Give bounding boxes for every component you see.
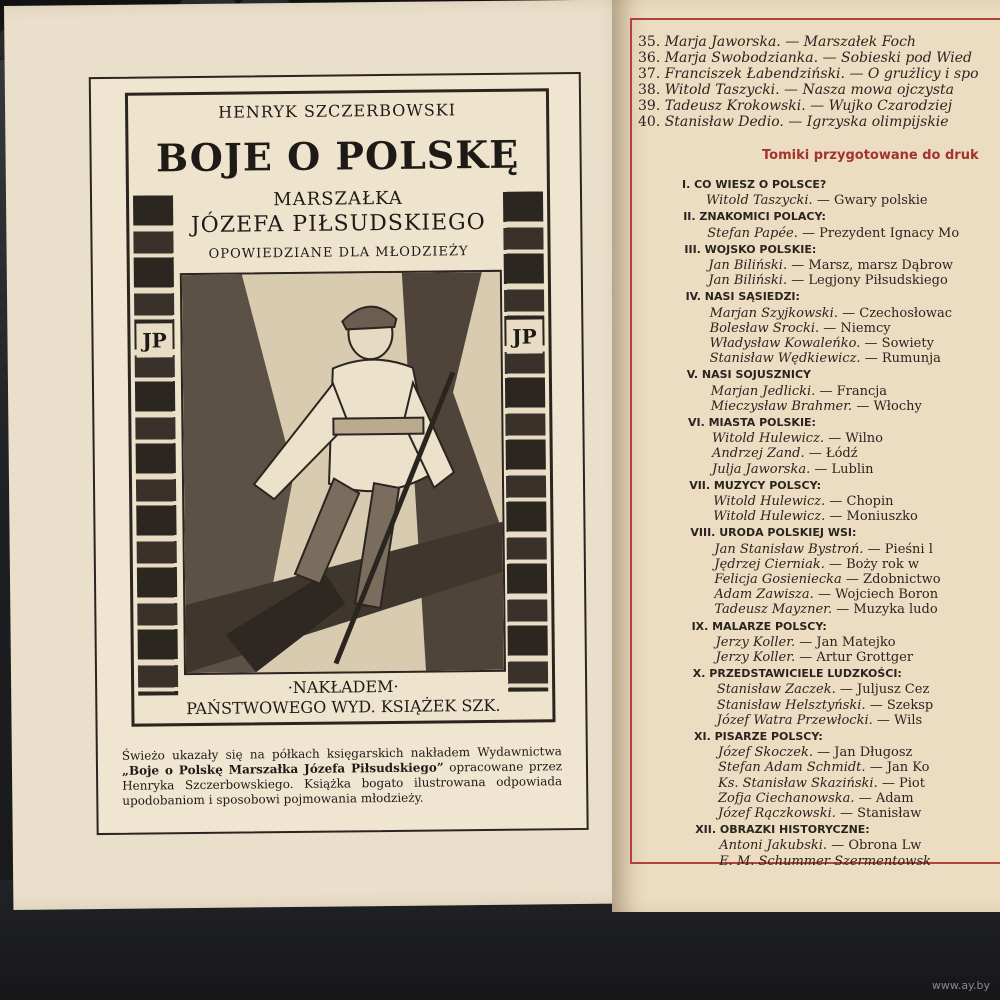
section-entry — [708, 273, 947, 288]
section-entry — [710, 321, 891, 336]
entry-title: — Łódź — [808, 446, 858, 462]
section-entry — [712, 446, 858, 461]
numbered-item — [638, 82, 954, 98]
publisher-line-2: PAŃSTWOWEGO WYD. KSIĄŻEK SZK. — [186, 695, 501, 719]
section-entry — [718, 745, 912, 760]
numbered-item — [638, 34, 916, 50]
cover-subtitle-3: OPOWIEDZIANE DLA MŁODZIEŻY — [208, 244, 469, 262]
section-entry — [719, 854, 931, 869]
section-entry — [718, 791, 914, 806]
entry-title: — Gwary polskie — [816, 193, 928, 209]
entry-author: Andrzej Zand. — [712, 446, 805, 462]
section-entry — [712, 462, 874, 477]
numbered-item-number: 36. — [638, 50, 661, 66]
section-label: VII. MUZYCY POLSCY: — [689, 478, 822, 492]
entry-title: — Lublin — [814, 461, 874, 477]
numbered-item-number: 40. — [638, 114, 661, 130]
entry-title: — Piot — [881, 775, 925, 791]
entry-title: — Jan Matejko — [799, 634, 896, 650]
cover-subtitle-2: JÓZEFA PIŁSUDSKIEGO — [190, 209, 486, 239]
entry-title: — Szeksp — [869, 697, 934, 713]
ad-text-1: Świeżo ukazały się na półkach księgarskich nakładem Wydawnictwa — [121, 744, 562, 763]
entry-title: — Zdobnictwo — [845, 572, 941, 587]
entry-title: — Boży rok w — [828, 556, 920, 572]
entry-author: Stefan Papée. — [707, 225, 798, 241]
entry-title: — Wojciech Boron — [817, 587, 939, 603]
section-entry — [717, 682, 930, 697]
entry-title: — Wils — [876, 712, 923, 728]
entry-title: — Czechosłowac — [842, 305, 953, 321]
publisher-line-1: ·NAKŁADEM· — [287, 676, 399, 698]
entry-author: Ks. Stanisław Skaziński. — [718, 775, 878, 791]
ad-text-2: opracowane przez Henryka Szczerbowskiego. Książka bogato ilustrowana odpowiada upodobaniom i sposobowi pojmowania młodzieży. — [122, 759, 563, 808]
numbered-item-number: 37. — [638, 66, 661, 82]
entry-author: Stanisław Helsztyński. — [716, 697, 866, 713]
entry-author: Józef Rączkowski. — [718, 806, 836, 821]
numbered-item-text: Stanisław Dedio. — Igrzyska olimpijskie — [664, 114, 949, 130]
entry-author: Jerzy Koller. — [715, 650, 796, 665]
entry-title: — Artur Grottger — [799, 650, 914, 665]
entry-title: — Jan Ko — [869, 760, 930, 776]
entry-title: — Legjony Piłsudskiego — [791, 273, 948, 289]
book-cover-illustration — [125, 88, 556, 726]
section-entry — [706, 193, 928, 208]
entry-author: Felicja Gosieniecka — [714, 572, 842, 587]
watermark: www.ay.by — [931, 979, 990, 992]
entry-author: Witold Hulewicz. — [713, 494, 826, 509]
cover-author: HENRYK SZCZERBOWSKI — [218, 100, 457, 122]
section-label: X. PRZEDSTAWICIELE LUDZKOŚCI: — [692, 667, 902, 681]
cover-title: BOJE O POLSKĘ — [155, 131, 520, 181]
ornament-border-right — [503, 191, 548, 691]
section-entry — [711, 399, 922, 414]
numbered-item-text: Witold Taszycki. — Nasza mowa ojczysta — [664, 82, 954, 98]
entry-author: Zofja Ciechanowska. — [718, 790, 855, 806]
entry-title: — Jan Długosz — [817, 745, 913, 761]
numbered-item-number: 35. — [638, 34, 661, 50]
entry-author: Witold Taszycki. — [706, 193, 813, 209]
section-entry — [712, 431, 883, 446]
section-entry — [714, 542, 933, 557]
advertisement-text — [122, 744, 563, 809]
left-page — [4, 0, 641, 910]
entry-author: Józef Watra Przewłocki. — [716, 712, 873, 728]
entry-author: Bolesław Srocki. — [709, 320, 820, 336]
entry-author: Jan Biliński. — [708, 273, 788, 289]
numbered-item-text: Marja Jaworska. — Marszałek Foch — [664, 34, 916, 50]
monogram-right: JP — [506, 319, 542, 353]
entry-title: — Wilno — [828, 431, 883, 447]
ornament-border-left — [133, 195, 178, 695]
entry-title: — Stanisław — [840, 806, 922, 821]
section-entry — [713, 494, 893, 509]
list-heading: Tomiki przygotowane do druk — [762, 148, 979, 163]
entry-title: — Chopin — [829, 494, 894, 509]
section-entry — [716, 635, 896, 650]
section-entry — [708, 258, 953, 273]
entry-author: Jerzy Koller. — [715, 634, 796, 650]
section-label: VIII. URODA POLSKIEJ WSI: — [690, 526, 857, 540]
entry-author: Stanisław Wędkiewicz. — [709, 351, 861, 367]
section-entry — [713, 509, 918, 524]
section-entry — [717, 698, 933, 713]
entry-author: Jan Biliński. — [708, 258, 788, 273]
section-entry — [714, 557, 919, 572]
entry-author: Józef Skoczek. — [718, 745, 813, 761]
entry-title: — Prezydent Ignacy Mo — [801, 225, 960, 241]
cover-subtitle-1: MARSZAŁKA — [273, 187, 403, 211]
entry-title: — Niemcy — [823, 320, 891, 336]
entry-title: — Włochy — [856, 398, 922, 414]
entry-title: — Obrona Lw — [831, 838, 922, 854]
numbered-item — [638, 50, 972, 66]
entry-title: — Sowiety — [864, 336, 934, 351]
entry-author: Marjan Jedlicki. — [710, 383, 816, 399]
section-entry — [714, 572, 940, 587]
entry-title: — Adam — [858, 790, 914, 806]
section-entry — [718, 776, 925, 791]
entry-title: — Moniuszko — [829, 509, 918, 525]
entry-title: — Rumunja — [864, 351, 941, 367]
ad-text-bold: „Boje o Polskę Marszałka Józefa Piłsudskiego” — [121, 760, 444, 778]
entry-author: Stanisław Zaczek. — [716, 682, 836, 698]
section-label: I. CO WIESZ O POLSCE? — [682, 178, 827, 191]
numbered-item-text: Franciszek Łabendziński. — O grużlicy i spo — [664, 66, 979, 82]
entry-author: Julja Jaworska. — [712, 461, 811, 477]
numbered-item — [638, 114, 949, 130]
section-label: XI. PISARZE POLSCY: — [694, 730, 823, 743]
section-entry — [711, 384, 887, 399]
entry-author: Antoni Jakubski. — [719, 838, 828, 854]
entry-author: Jędrzej Cierniak. — [714, 556, 825, 572]
entry-author: Mieczysław Brahmer. — [710, 398, 853, 414]
section-entry — [710, 336, 934, 351]
section-label: II. ZNAKOMICI POLACY: — [683, 210, 826, 224]
entry-title: — Pieśni l — [867, 541, 933, 557]
section-label: III. WOJSKO POLSKIE: — [684, 242, 817, 256]
soldier-illustration — [180, 270, 506, 675]
section-label: V. NASI SOJUSZNICY — [686, 368, 811, 382]
entry-author: Witold Hulewicz. — [713, 509, 826, 525]
soldier-drawing — [182, 272, 504, 673]
section-label: XII. OBRAZKI HISTORYCZNE: — [695, 823, 870, 837]
entry-author: Witold Hulewicz. — [712, 431, 825, 447]
entry-author: E. M. Schummer Szermentowsk — [719, 853, 931, 869]
monogram-left: JP — [136, 323, 172, 357]
entry-author: Adam Zawisza. — [714, 587, 814, 603]
entry-author: Stefan Adam Schmidt. — [718, 760, 866, 776]
numbered-item-text: Tadeusz Krokowski. — Wujko Czarodziej — [664, 98, 953, 114]
section-entry — [716, 650, 914, 665]
section-entry — [714, 602, 937, 617]
section-entry — [718, 760, 929, 775]
section-entry — [707, 226, 959, 241]
section-entry — [719, 838, 921, 853]
entry-author: Władysław Kowaleńko. — [709, 336, 861, 351]
entry-title: — Francja — [819, 383, 888, 399]
numbered-item-text: Marja Swobodzianka. — Sobieski pod Wied — [664, 50, 972, 66]
section-label: VI. MIASTA POLSKIE: — [688, 416, 816, 429]
entry-author: Marjan Szyjkowski. — [709, 305, 838, 321]
numbered-item-number: 39. — [638, 98, 661, 114]
section-label: IV. NASI SĄSIEDZI: — [685, 290, 800, 304]
section-entry — [717, 713, 922, 728]
section-label: IX. MALARZE POLSCY: — [691, 619, 827, 633]
entry-author: Tadeusz Mayzner. — [714, 602, 833, 618]
section-entry — [710, 306, 953, 321]
entry-author: Jan Stanisław Bystroń. — [714, 541, 864, 557]
right-page — [612, 0, 1000, 912]
entry-title: — Juljusz Cez — [839, 682, 930, 698]
entry-title: — Muzyka ludo — [836, 602, 938, 618]
numbered-item — [638, 66, 979, 82]
numbered-item — [638, 98, 952, 114]
advertisement-frame — [89, 72, 589, 835]
cover-publisher — [144, 675, 542, 719]
section-entry — [710, 351, 941, 366]
entry-title: — Marsz, marsz Dąbrow — [791, 258, 954, 273]
numbered-item-number: 38. — [638, 82, 661, 98]
section-entry — [718, 806, 921, 821]
section-entry — [714, 587, 938, 602]
